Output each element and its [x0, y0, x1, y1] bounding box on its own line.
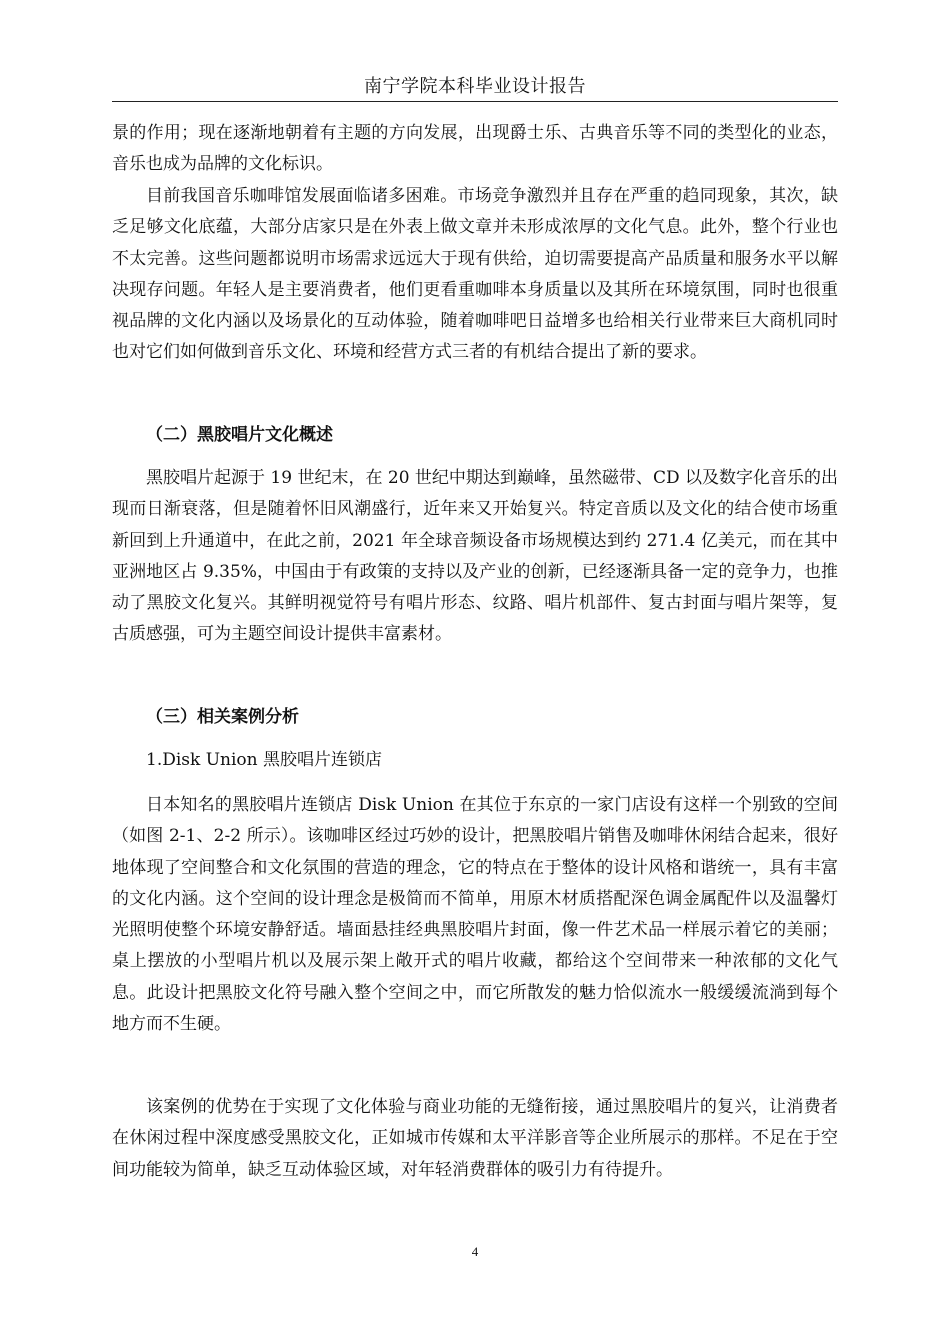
- paragraph-disk-union-description: 日本知名的黑胶唱片连锁店 Disk Union 在其位于东京的一家门店设有这样一个别致的空间（如图 2-1、2-2 所示）。该咖啡区经过巧妙的设计，把黑胶唱片销售及咖啡休闲结合起来，很好地体现了空间整合和文化氛围的营造的理念，它的特点在于整体的设计风格和谐统一，具有丰富的文化内涵。这个空间的设计理念是极简而不简单，用原木材质搭配深色调金属配件以及温馨灯光照明使整个环境安静舒适。墙面悬挂经典黑胶唱片封面，像一件艺术品一样展示着它的美丽；桌上摆放的小型唱片机以及展示架上敞开式的唱片收藏，都给这个空间带来一种浓郁的文化气息。此设计把黑胶文化符号融入整个空间之中，而它所散发的魅力恰似流水一般缓缓流淌到每个地方而不生硬。: [112, 795, 838, 1035]
- page-header: 南宁学院本科毕业设计报告: [364, 76, 586, 97]
- paragraph-music-cafe-difficulties: 目前我国音乐咖啡馆发展面临诸多困难。市场竞争激烈并且存在严重的趋同现象，其次，缺乏足够文化底蕴，大部分店家只是在外表上做文章并未形成浓厚的文化气息。此外，整个行业也不太完善。这些问题都说明市场需求远远大于现有供给，迫切需要提高产品质量和服务水平以解决现存问题。年轻人是主要消费者，他们更看重咖啡本身质量以及其所在环境氛围，同时也很重视品牌的文化内涵以及场景化的互动体验，随着咖啡吧日益增多也给相关行业带来巨大商机同时也对它们如何做到音乐文化、环境和经营方式三者的有机结合提出了新的要求。: [112, 186, 838, 363]
- section-heading-case-analysis: （三）相关案例分析: [146, 707, 299, 727]
- header-divider: [112, 101, 838, 102]
- page-number: 4: [471, 1244, 479, 1259]
- paragraph-vinyl-history: 黑胶唱片起源于 19 世纪末，在 20 世纪中期达到巅峰，虽然磁带、CD 以及数字化音乐的出现而日渐衰落，但是随着怀旧风潮盛行，近年来又开始复兴。特定音质以及文化的结合使市场重新回到上升通道中，在此之前，2021 年全球音频设备市场规模达到约 271.4 亿美元，而在其中亚洲地区占 9.35%，中国由于有政策的支持以及产业的创新，已经逐渐具备一定的竞争力，也推动了黑胶文化复兴。其鲜明视觉符号有唱片形态、纹路、唱片机部件、复古封面与唱片架等，复古质感强，可为主题空间设计提供丰富素材。: [112, 468, 838, 645]
- paragraph-case-evaluation: 该案例的优势在于实现了文化体验与商业功能的无缝衔接，通过黑胶唱片的复兴，让消费者在休闲过程中深度感受黑胶文化，正如城市传媒和太平洋影音等企业所展示的那样。不足在于空间功能较为简单，缺乏互动体验区域，对年轻消费群体的吸引力有待提升。: [112, 1097, 838, 1180]
- section-heading-vinyl-culture: （二）黑胶唱片文化概述: [146, 425, 333, 445]
- paragraph-continued: 景的作用；现在逐渐地朝着有主题的方向发展，出现爵士乐、古典音乐等不同的类型化的业态，音乐也成为品牌的文化标识。: [112, 123, 838, 175]
- subheading-disk-union: 1.Disk Union 黑胶唱片连锁店: [146, 750, 383, 770]
